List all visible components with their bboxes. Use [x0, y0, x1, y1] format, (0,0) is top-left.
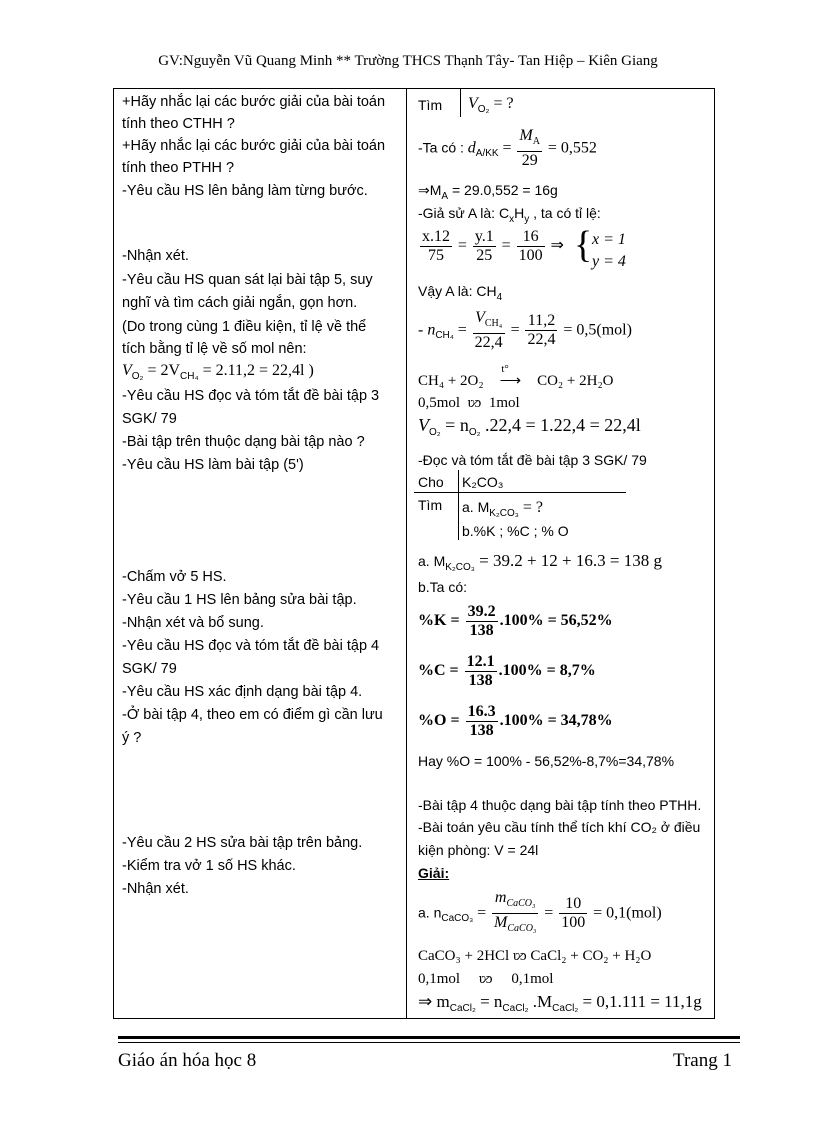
- left-line: (Do trong cùng 1 điều kiện, tỉ lệ về thể: [122, 319, 367, 335]
- left-line: -Nhận xét và bổ sung.: [122, 615, 264, 631]
- density-eq: -Ta có : $d_{A/KK}$ = $\frac{M_A}{29}$ = 0,552: [418, 127, 597, 170]
- left-line: -Yêu cầu 1 HS lên bảng sửa bài tập.: [122, 592, 357, 608]
- reaction-2-moles: 0,1mol ʋ̷ɔ 0,1mol: [418, 971, 554, 987]
- left-line: -Yêu cầu HS quan sát lại bài tập 5, suy: [122, 272, 373, 288]
- column-divider: [406, 89, 407, 1018]
- moles-caco3: a. $n_{CaCO_3}$ = $\frac{m_{CaCO_3}}{M_{CaCO_3}}$ = $\frac{10}{100}$ = 0,1(mol): [418, 889, 662, 935]
- reaction-2: CaCO₃ + 2HCl ʋ̷ɔ CaCl₂ + CO₂ + H₂O: [418, 948, 652, 964]
- left-line: ý ?: [122, 730, 142, 746]
- percent-o-alt: Hay %O = 100% - 56,52%-8,7%=34,78%: [418, 753, 675, 769]
- conclusion-a: Vậy A là: $CH_4$: [418, 283, 503, 303]
- left-line: -Nhận xét.: [122, 248, 189, 264]
- lesson-table: +Hãy nhắc lại các bước giải của bài toán tính theo CTHH ? +Hãy nhắc lại các bước giải của bài toán tính theo PTHH ? -Yêu cầu HS lên bảng làm từng bước. -Nhận xét. -Yêu cầu HS quan sát lại bài tập 5, suy nghĩ và tìm cách giải ngắn, gọn hơn. (Do trong cùng 1 điều kiện, tỉ lệ về thể tích bằng tỉ lệ về số mol nên: $V_{O_2} = 2V_{CH_4} = 2.11,2 = 22,4l$ ) -Yêu cầu HS đọc và tóm tắt đề bài tập 3 SGK/ 79 -Bài tập trên thuộc dạng bài tập nào ? -Yêu cầu HS làm bài tập (5') -Chấm vở 5 HS. -Yêu cầu 1 HS lên bảng sửa bài tập. -Nhận xét và bổ sung. -Yêu cầu HS đọc và tóm tắt đề bài tập 4 SGK/ 79 -Yêu cầu HS xác định dạng bài tập 4. -Ở bài tập 4, theo em có điểm gì cần lưu ý ? -Yêu cầu 2 HS sửa bài tập trên bảng. -Kiểm tra vở 1 số HS khác. -Nhận xét. Tìm $V_{O_2}$ = ? -Ta có : $d_{A/KK}$ = $\frac{M_A}{29}$ = 0,552 $\Rightarrow M_A = 29.0,552 = 16g$ -Giả sử A là: $C_xH_y$ , ta có tỉ lệ: $\frac{x.12}{75}$ = $\frac{y.1}{25}$ = $\frac{16}{100}$ ⇒ { x = 1 y = 4 Vậy A là: $CH_4$ - $n_{CH_4}$ = $\frac{V_{CH_4}}{22,4}$ = $\frac{11,2}{22,4}$ = 0,5(mol) CH₄ + 2O₂ t° ⟶ CO₂ + 2H₂O 0,5mol ʋ̷ɔ 1mol $V_{O_2} = n_{O_2}$ .22,4 = 1.22,4 = 22,4l -Đọc và tóm tắt đề bài tập 3 SGK/ 79 Cho K₂CO₃ Tìm a. $M_{K_2CO_3}$ = ? b.%K ; %C ; % O a. $M_{K_2CO_3} = 39.2 + 12 + 16.3 = 138$ g b.Ta có: %K = $\frac{39.2}{138}$ .100% = 56,52% %C = $\frac{12.1}{138}$ .100% = 8,7% %O = $\frac{16.3}{138}$ .100% = 34,78% Hay %O = 100% - 56,52%-8,7%=34,78% -Bài tập 4 thuộc dạng bài tập tính theo PTHH. -Bài toán yêu cầu tính thể tích khí CO₂ ở điều kiện phòng: V = 24l Giải: a. $n_{CaCO_3}$ = $\frac{m_{CaCO_3}}{M_{CaCO_3}}$ = $\frac{10}{100}$ = 0,1(mol) CaCO₃ + 2HCl ʋ̷ɔ CaCl₂ + CO₂ + H₂O 0,1mol ʋ̷ɔ 0,1mol ⇒ $m_{CaCl_2} = n_{CaCl_2}$ $.M_{CaCl_2} = 0,1.111 = 11,1g$: [113, 88, 715, 1019]
- find-label: Tìm: [418, 497, 443, 513]
- exercise-4-cond: kiện phòng: V = 24l: [418, 842, 539, 858]
- find-row: Tìm: [418, 97, 443, 113]
- find-divider: [460, 89, 461, 117]
- footer-rule: [118, 1036, 740, 1039]
- left-line: tính theo CTHH ?: [122, 116, 235, 132]
- given-label: Cho: [418, 474, 444, 490]
- left-line: -Kiểm tra vở 1 số HS khác.: [122, 858, 296, 874]
- reaction-1-moles: 0,5mol ʋ̷ɔ 1mol: [418, 395, 520, 411]
- left-line: -Bài tập trên thuộc dạng bài tập nào ?: [122, 434, 365, 450]
- left-line: -Yêu cầu HS xác định dạng bài tập 4.: [122, 684, 363, 700]
- left-line: +Hãy nhắc lại các bước giải của bài toán: [122, 138, 386, 154]
- left-line: -Yêu cầu HS đọc và tóm tắt đề bài tập 4: [122, 638, 380, 654]
- moles-eq: - $n_{CH_4}$ = $\frac{V_{CH_4}}{22,4}$ = $\frac{11,2}{22,4}$ = 0,5(mol): [418, 309, 632, 352]
- exercise-4-req: -Bài toán yêu cầu tính thể tích khí CO₂ ở điều: [418, 819, 701, 835]
- solution-heading: Giải:: [418, 865, 450, 881]
- left-line: +Hãy nhắc lại các bước giải của bài toán: [122, 94, 386, 110]
- molar-mass-calc: a. $M_{K_2CO_3} = 39.2 + 12 + 16.3 = 138$ g: [418, 551, 662, 573]
- molar-mass: $\Rightarrow M_A = 29.0,552 = 16g$: [418, 182, 558, 202]
- find-molar-mass: a. $M_{K_2CO_3}$ = ?: [462, 499, 543, 519]
- mass-cacl2: ⇒ $m_{CaCl_2} = n_{CaCl_2}$ $.M_{CaCl_2} = 0,1.111 = 11,1g$: [418, 992, 702, 1014]
- given-value: K₂CO₃: [462, 474, 504, 490]
- left-line: -Yêu cầu 2 HS sửa bài tập trên bảng.: [122, 835, 363, 851]
- percent-k: %K = $\frac{39.2}{138}$ .100% = 56,52%: [418, 602, 613, 639]
- exercise-3-title: -Đọc và tóm tắt đề bài tập 3 SGK/ 79: [418, 452, 647, 468]
- percent-o: %O = $\frac{16.3}{138}$ .100% = 34,78%: [418, 702, 613, 739]
- left-line: -Chấm vở 5 HS.: [122, 569, 227, 585]
- reaction-1: CH₄ + 2O₂ t° ⟶ CO₂ + 2H₂O: [418, 363, 614, 389]
- left-formula: $V_{O_2} = 2V_{CH_4} = 2.11,2 = 22,4l$ ): [122, 362, 314, 382]
- exercise-4-type: -Bài tập 4 thuộc dạng bài tập tính theo PTHH.: [418, 797, 702, 813]
- left-line: -Yêu cầu HS lên bảng làm từng bước.: [122, 183, 368, 199]
- ratio-eq: $\frac{x.12}{75}$ = $\frac{y.1}{25}$ = $\frac{16}{100}$ ⇒: [422, 227, 564, 264]
- left-line: -Ở bài tập 4, theo em có điểm gì cần lưu: [122, 707, 383, 723]
- left-line: -Nhận xét.: [122, 881, 189, 897]
- volume-o2: $V_{O_2} = n_{O_2}$ .22,4 = 1.22,4 = 22,4l: [418, 415, 641, 438]
- left-line: tính theo PTHH ?: [122, 160, 235, 176]
- left-line: SGK/ 79: [122, 661, 177, 677]
- page-number: Trang 1: [673, 1050, 732, 1071]
- find-value: $V_{O_2}$ = ?: [468, 95, 514, 115]
- left-line: SGK/ 79: [122, 411, 177, 427]
- left-line: nghĩ và tìm cách giải ngắn, gọn hơn.: [122, 295, 358, 311]
- part-b: b.Ta có:: [418, 579, 468, 595]
- left-line: -Yêu cầu HS đọc và tóm tắt đề bài tập 3: [122, 388, 380, 404]
- footer-title: Giáo án hóa học 8: [118, 1050, 257, 1071]
- left-line: tích bằng tỉ lệ về số mol nên:: [122, 341, 307, 357]
- page-header: GV:Nguyễn Vũ Quang Minh ** Trường THCS Thạnh Tây- Tan Hiệp – Kiên Giang: [158, 53, 658, 69]
- find-percent: b.%K ; %C ; % O: [462, 523, 569, 539]
- assume-formula: -Giả sử A là: $C_xH_y$ , ta có tỉ lệ:: [418, 205, 601, 225]
- left-line: -Yêu cầu HS làm bài tập (5'): [122, 457, 304, 473]
- footer-rule-thin: [118, 1042, 740, 1043]
- percent-c: %C = $\frac{12.1}{138}$ .100% = 8,7%: [418, 652, 596, 689]
